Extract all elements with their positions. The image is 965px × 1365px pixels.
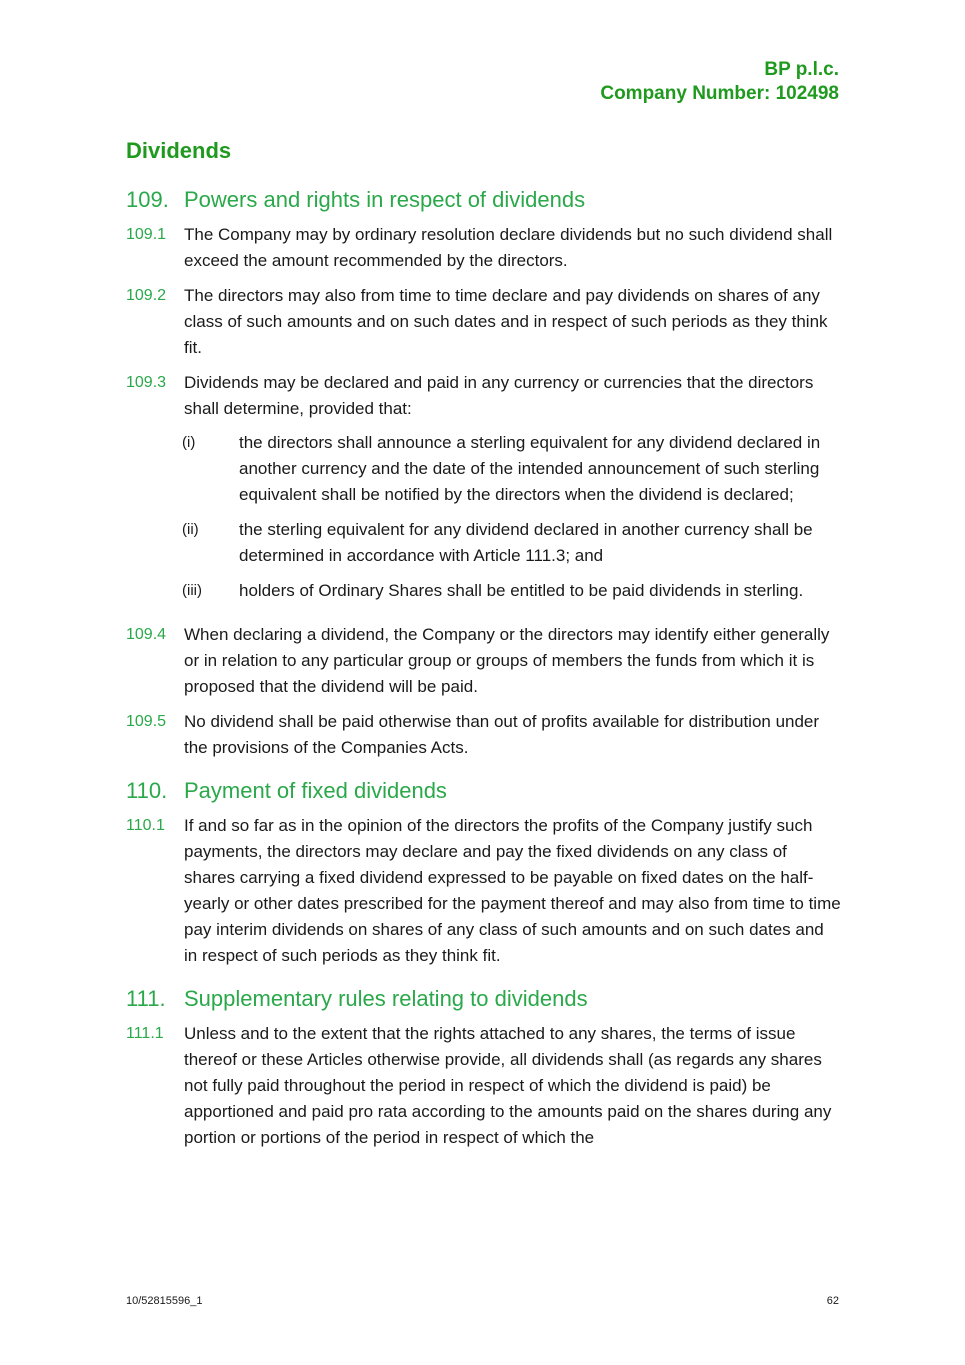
clause-text: When declaring a dividend, the Company or the directors may identify either generally or in relation to any particular group or groups of members the funds from which it is proposed that the dividend will be paid.: [184, 625, 830, 696]
article-title: Powers and rights in respect of dividends: [184, 187, 586, 212]
article-heading: [126, 981, 841, 1017]
articles-container: [126, 182, 841, 1163]
clause-number: 109.1: [126, 226, 167, 243]
clause-number: 111.1: [126, 1025, 164, 1042]
article-heading: [126, 182, 841, 218]
clause-body: [184, 370, 841, 613]
sub-clause-list: [182, 430, 841, 604]
clause: [126, 709, 841, 761]
article-number: 110.: [126, 778, 168, 803]
article: [126, 981, 841, 1151]
company-name: BP p.l.c.: [764, 59, 839, 80]
clause-body: [184, 709, 841, 761]
article: [126, 773, 841, 969]
sub-clause-number: (i): [182, 434, 196, 451]
clause-text: No dividend shall be paid otherwise than out of profits available for distribution under the provisions of the Companies Acts.: [184, 712, 820, 757]
sub-clause-text: the directors shall announce a sterling equivalent for any dividend declared in another currency and the date of the intended announcement of such sterling equivalent shall be notified by the directors when the dividend is declared;: [239, 433, 821, 504]
clause: [126, 283, 841, 361]
clause-number: 109.3: [126, 374, 167, 391]
sub-clause: [182, 517, 841, 569]
article-number: 109.: [126, 187, 169, 212]
sub-clause-text: holders of Ordinary Shares shall be entitled to be paid dividends in sterling.: [239, 581, 804, 600]
clause: [126, 813, 841, 969]
clause: [126, 1021, 841, 1151]
article-heading: [126, 773, 841, 809]
clause-body: [184, 813, 841, 969]
document-reference: 10/52815596_1: [126, 1295, 203, 1307]
article-title: Supplementary rules relating to dividends: [184, 986, 588, 1011]
clause: [126, 222, 841, 274]
sub-clause-number: (iii): [182, 582, 202, 599]
clause-number: 109.4: [126, 626, 167, 643]
clause-text: The directors may also from time to time declare and pay dividends on shares of any class of such amounts and on such dates and in respect of such periods as they think fit.: [184, 286, 828, 357]
company-number: Company Number: 102498: [600, 83, 839, 104]
sub-clause: [182, 578, 841, 604]
clause: [126, 622, 841, 700]
clause-text: If and so far as in the opinion of the directors the profits of the Company justify such payments, the directors may declare and pay the fixed dividends on any class of shares carrying a fixed dividend expressed to be payable on fixed dates on the half-yearly or other dates prescribed for the payment thereof and may also from time to time pay interim dividends on shares of any class of such amounts and on such dates and in respect of such periods as they think fit.: [184, 816, 841, 965]
sub-clause: [182, 430, 841, 508]
clause-number: 109.2: [126, 287, 167, 304]
clause-text: Dividends may be declared and paid in any currency or currencies that the directors shall determine, provided that:: [184, 373, 814, 418]
article-title: Payment of fixed dividends: [184, 778, 447, 803]
sub-clause-text: the sterling equivalent for any dividend declared in another currency shall be determined in accordance with Article 111.3; and: [239, 520, 813, 565]
clause-body: [184, 283, 841, 361]
sub-clause-number: (ii): [182, 521, 199, 538]
clause-body: [184, 222, 841, 274]
clause-text: Unless and to the extent that the rights attached to any shares, the terms of issue thereof or these Articles otherwise provide, all dividends shall (as regards any shares not fully paid throughout the period in respect of which the dividend is paid) be apportioned and paid pro rata according to the amounts paid on the shares during any portion or portions of the period in respect of which the: [184, 1024, 832, 1147]
clause-text: The Company may by ordinary resolution declare dividends but no such dividend shall exceed the amount recommended by the directors.: [184, 225, 833, 270]
article: [126, 182, 841, 761]
clause-body: [184, 1021, 841, 1151]
article-number: 111.: [126, 986, 166, 1011]
clause: [126, 370, 841, 613]
clause-number: 110.1: [126, 817, 165, 834]
section-title: Dividends: [126, 138, 232, 163]
clause-body: [184, 622, 841, 700]
company-header: [600, 58, 839, 106]
clause-number: 109.5: [126, 713, 167, 730]
page-number: 62: [826, 1295, 839, 1307]
